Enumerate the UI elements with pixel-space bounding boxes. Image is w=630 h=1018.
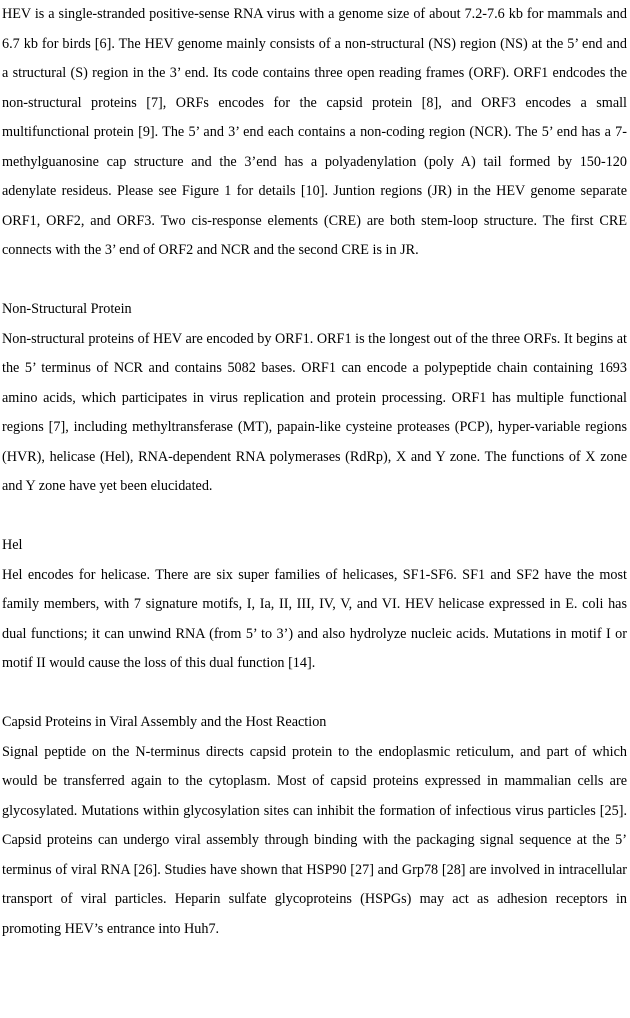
section-paragraph-hel: Hel encodes for helicase. There are six super families of helicases, SF1-SF6. SF1 and SF2 have the most family members, with 7 signature motifs, I, Ia, II, III, IV, V, and VI. HEV helicase expressed in E. coli has dual functions; it can unwind RNA (from 5’ to 3’) and also hydrolyze nucleic acids. Mutations in motif I or motif II would cause the loss of this dual function [14].	[2, 566, 627, 671]
document-page	[2, 0, 627, 944]
section-paragraph-non-structural-protein: Non-structural proteins of HEV are encoded by ORF1. ORF1 is the longest out of the three ORFs. It begins at the 5’ terminus of NCR and contains 5082 bases. ORF1 can encode a polypeptide chain containing 1693 amino acids, which participates in virus replication and protein processing. ORF1 has multiple functional regions [7], including methyltransferase (MT), papain-like cysteine proteases (PCP), hyper-variable regions (HVR), helicase (Hel), RNA-dependent RNA polymerases (RdRp), X and Y zone. The functions of X zone and Y zone have yet been elucidated.	[2, 330, 627, 494]
paragraph-gap	[2, 679, 627, 709]
paragraph-gap	[2, 502, 627, 532]
section-paragraph-capsid-proteins: Signal peptide on the N-terminus directs capsid protein to the endoplasmic reticulum, and part of which would be transferred again to the cytoplasm. Most of capsid proteins expressed in mammalian cells are glycosylated. Mutations within glycosylation sites can inhibit the formation of infectious virus particles [25]. Capsid proteins can undergo viral assembly through binding with the packaging signal sequence at the 5’ terminus of viral RNA [26]. Studies have shown that HSP90 [27] and Grp78 [28] are involved in intracellular transport of viral particles. Heparin sulfate glycoproteins (HSPGs) may act as adhesion receptors in promoting HEV’s entrance into Huh7.	[2, 743, 627, 937]
paragraph-gap	[2, 266, 627, 296]
section-heading-non-structural-protein: Non-Structural Protein	[2, 301, 132, 317]
section-heading-hel: Hel	[2, 537, 23, 553]
section-heading-capsid-proteins: Capsid Proteins in Viral Assembly and the Host Reaction	[2, 714, 327, 730]
intro-paragraph: HEV is a single-stranded positive-sense RNA virus with a genome size of about 7.2-7.6 kb for mammals and 6.7 kb for birds [6]. The HEV genome mainly consists of a non-structural (NS) region (NS) at the 5’ end and a structural (S) region in the 3’ end. Its code contains three open reading frames (ORF). ORF1 endcodes the non-structural proteins [7], ORFs encodes for the capsid protein [8], and ORF3 encodes a small multifunctional protein [9]. The 5’ and 3’ end each contains a non-coding region (NCR). The 5’ end has a 7-methylguanosine cap structure and the 3’end has a polyadenylation (poly A) tail formed by 150-120 adenylate resideus. Please see Figure 1 for details [10]. Juntion regions (JR) in the HEV genome separate ORF1, ORF2, and ORF3. Two cis-response elements (CRE) are both stem-loop structure. The first CRE connects with the 3’ end of ORF2 and NCR and the second CRE is in JR.	[2, 6, 627, 258]
